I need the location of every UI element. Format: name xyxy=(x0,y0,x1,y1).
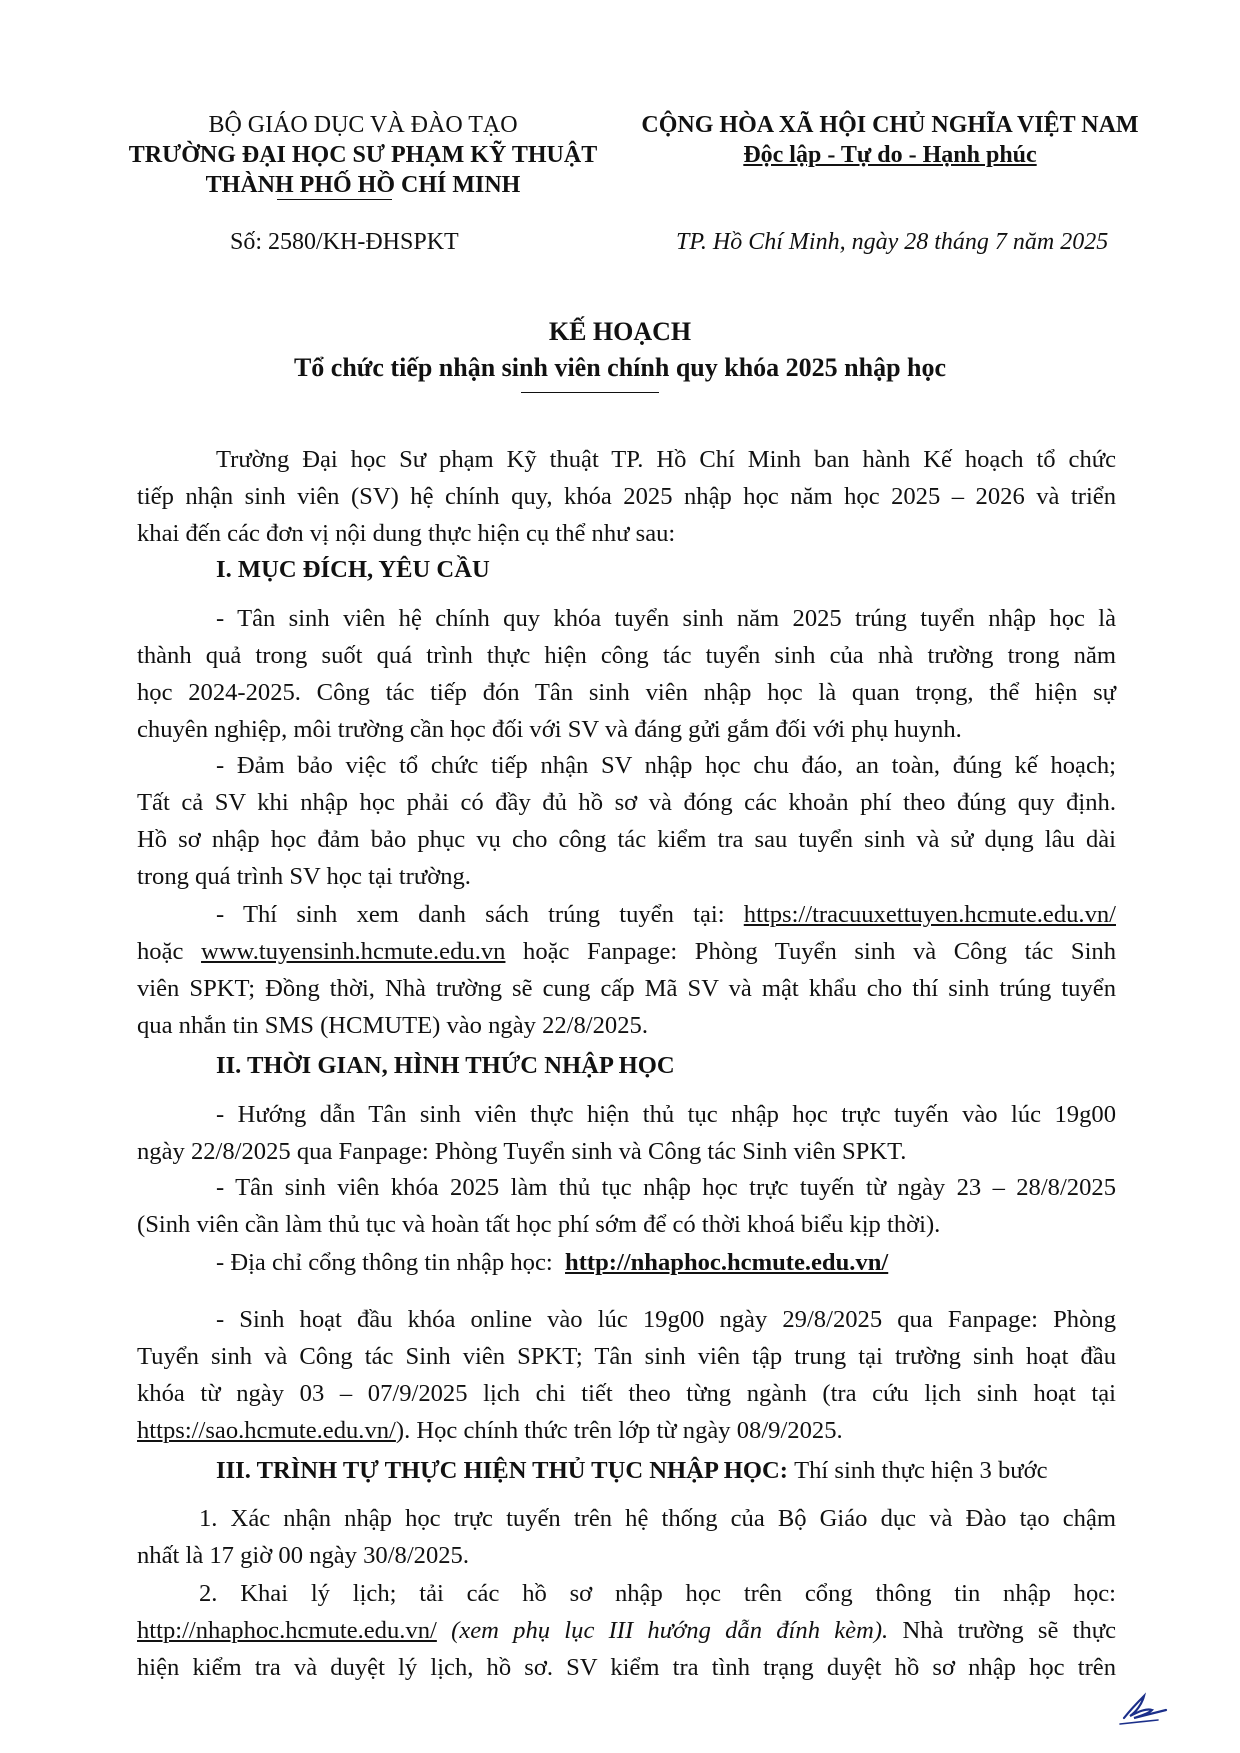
text-line: hiện kiểm tra và duyệt lý lịch, hồ sơ. SV kiểm tra tình trạng duyệt hồ sơ nhập học trên xyxy=(137,1654,1116,1681)
admissions-site-link[interactable]: www.tuyensinh.hcmute.edu.vn xyxy=(201,938,506,965)
text-line: 2. Khai lý lịch; tải các hồ sơ nhập học trên cổng thông tin nhập học: xyxy=(199,1580,1116,1607)
section3-heading-text: III. TRÌNH TỰ THỰC HIỆN THỦ TỤC NHẬP HỌC: xyxy=(216,1457,788,1484)
orientation-schedule-link[interactable]: https://sao.hcmute.edu.vn/ xyxy=(137,1417,396,1444)
text-line: - Tân sinh viên hệ chính quy khóa tuyển sinh năm 2025 trúng tuyển nhập học là xyxy=(216,605,1116,632)
section3-heading-tail: Thí sinh thực hiện 3 bước xyxy=(794,1457,1048,1484)
text-line xyxy=(137,896,1116,933)
text-line xyxy=(137,1612,1116,1649)
text-line: - Đảm bảo việc tổ chức tiếp nhận SV nhập học chu đáo, an toàn, đúng kế hoạch; xyxy=(216,752,1116,779)
text-line: chuyên nghiệp, môi trường cần học đối với SV và đáng gửi gắm đối với phụ huynh. xyxy=(137,716,962,743)
section2-paragraph-4 xyxy=(137,1301,1116,1449)
text-fragment: - Thí sinh xem danh sách trúng tuyển tại: xyxy=(216,901,725,928)
text-line: khóa từ ngày 03 – 07/9/2025 lịch chi tiết theo từng ngành (tra cứu lịch sinh hoạt tại xyxy=(137,1380,1116,1407)
document-subtitle: Tổ chức tiếp nhận sinh viên chính quy khóa 2025 nhập học xyxy=(293,353,947,382)
text-line xyxy=(137,1412,1116,1449)
ministry-name: BỘ GIÁO DỤC VÀ ĐÀO TẠO xyxy=(208,112,518,138)
text-fragment: hoặc xyxy=(137,938,184,965)
text-fragment: Nhà trường sẽ thực xyxy=(902,1617,1117,1644)
intro-paragraph xyxy=(137,441,1116,552)
section1-paragraph-3 xyxy=(137,896,1116,1044)
header-left-rule xyxy=(277,199,392,200)
text-line: Tất cả SV khi nhập học phải có đầy đủ hồ sơ và đóng các khoản phí theo đúng quy định. xyxy=(137,789,1116,816)
step-1 xyxy=(137,1500,1116,1574)
title-rule xyxy=(521,392,659,393)
text-line: tiếp nhận sinh viên (SV) hệ chính quy, khóa 2025 nhập học năm học 2025 – 2026 và triển xyxy=(137,483,1116,510)
section-heading: I. MỤC ĐÍCH, YÊU CẦU xyxy=(216,556,490,583)
text-line: Trường Đại học Sư phạm Kỹ thuật TP. Hồ Chí Minh ban hành Kế hoạch tổ chức xyxy=(216,446,1116,473)
section1-paragraph-2 xyxy=(137,747,1116,895)
text-line: Hồ sơ nhập học đảm bảo phục vụ cho công tác kiểm tra sau tuyển sinh và sử dụng lâu dài xyxy=(137,826,1116,853)
section2-paragraph-1 xyxy=(137,1096,1116,1170)
text-line: viên SPKT; Đồng thời, Nhà trường sẽ cung cấp Mã SV và mật khẩu cho thí sinh trúng tuyển xyxy=(137,975,1116,1002)
text-line: 1. Xác nhận nhập học trực tuyến trên hệ thống của Bộ Giáo dục và Đào tạo chậm xyxy=(199,1505,1116,1532)
university-name: TRƯỜNG ĐẠI HỌC SƯ PHẠM KỸ THUẬT xyxy=(128,142,598,168)
text-line: qua nhắn tin SMS (HCMUTE) vào ngày 22/8/2025. xyxy=(137,1012,648,1039)
national-title: CỘNG HÒA XÃ HỘI CHỦ NGHĨA VIỆT NAM xyxy=(641,112,1139,138)
text-line: trong quá trình SV học tại trường. xyxy=(137,863,471,890)
text-line: học 2024-2025. Công tác tiếp đón Tân sinh viên nhập học là quan trọng, thể hiện sự xyxy=(137,679,1116,706)
document-title: KẾ HOẠCH xyxy=(548,317,692,346)
document-number: Số: 2580/KH-ĐHSPKT xyxy=(230,229,459,255)
section2-paragraph-3 xyxy=(137,1244,1116,1281)
step-2 xyxy=(137,1575,1116,1686)
results-link[interactable]: https://tracuuxettuyen.hcmute.edu.vn/ xyxy=(743,901,1116,928)
text-line: - Sinh hoạt đầu khóa online vào lúc 19g00 ngày 29/8/2025 qua Fanpage: Phòng xyxy=(216,1306,1116,1333)
national-motto: Độc lập - Tự do - Hạnh phúc xyxy=(743,142,1037,168)
section1-paragraph-1 xyxy=(137,600,1116,748)
enrollment-portal-link-2[interactable]: http://nhaphoc.hcmute.edu.vn/ xyxy=(137,1617,437,1644)
text-line xyxy=(137,1244,1116,1281)
text-line: - Hướng dẫn Tân sinh viên thực hiện thủ tục nhập học trực tuyến vào lúc 19g00 xyxy=(216,1101,1116,1128)
text-line: - Tân sinh viên khóa 2025 làm thủ tục nhập học trực tuyến từ ngày 23 – 28/8/2025 xyxy=(216,1174,1116,1201)
text-line: thành quả trong suốt quá trình thực hiện công tác tuyển sinh của nhà trường trong năm xyxy=(137,642,1116,669)
place-date: TP. Hồ Chí Minh, ngày 28 tháng 7 năm 2025 xyxy=(676,229,1109,255)
section2-paragraph-2 xyxy=(137,1169,1116,1243)
text-line: khai đến các đơn vị nội dung thực hiện cụ thể như sau: xyxy=(137,520,676,547)
text-line: nhất là 17 giờ 00 ngày 30/8/2025. xyxy=(137,1542,470,1569)
text-fragment: - Địa chỉ cổng thông tin nhập học: xyxy=(216,1249,553,1276)
text-fragment: ). Học chính thức trên lớp từ ngày 08/9/2025. xyxy=(395,1417,843,1444)
appendix-note: (xem phụ lục III hướng dẫn đính kèm). xyxy=(451,1617,889,1644)
text-line: ngày 22/8/2025 qua Fanpage: Phòng Tuyển sinh và Công tác Sinh viên SPKT. xyxy=(137,1138,907,1165)
text-fragment: hoặc Fanpage: Phòng Tuyển sinh và Công tác Sinh xyxy=(523,938,1116,965)
text-line: Tuyển sinh và Công tác Sinh viên SPKT; Tân sinh viên tập trung tại trường sinh hoạt đầu xyxy=(137,1343,1116,1370)
initials-signature xyxy=(1114,1690,1170,1730)
section-heading: II. THỜI GIAN, HÌNH THỨC NHẬP HỌC xyxy=(216,1052,675,1079)
enrollment-portal-link[interactable]: http://nhaphoc.hcmute.edu.vn/ xyxy=(565,1249,889,1276)
text-line xyxy=(137,933,1116,970)
section-heading xyxy=(216,1452,1048,1489)
text-line: (Sinh viên cần làm thủ tục và hoàn tất học phí sớm để có thời khoá biểu kịp thời). xyxy=(137,1211,941,1238)
university-city: THÀNH PHỐ HỒ CHÍ MINH xyxy=(205,172,521,198)
